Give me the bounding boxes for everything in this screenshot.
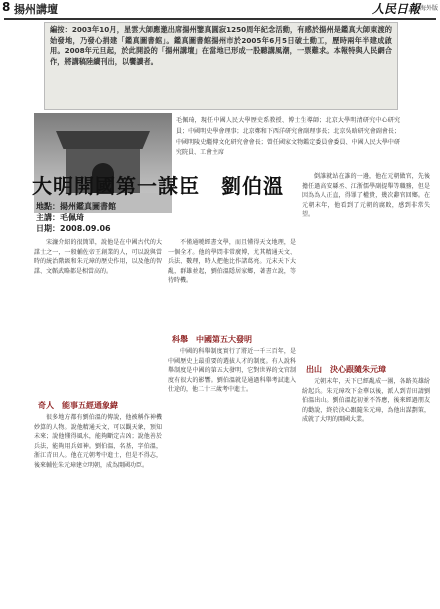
page-number: 8 — [2, 0, 11, 14]
subheading-1: 奇人 能事五經通象緯 — [38, 401, 118, 410]
speaker-value: 毛佩琦 — [60, 213, 84, 222]
body-column-2 — [168, 238, 296, 286]
body-paragraph: 元朝末年，天下已經亂成一團，各路英雄紛紛起兵。朱元璋攻下金華以後，派人到青田請劉伯溫出山。劉伯溫起初並不答應，後來經過朋友的勸說，終於決心跟隨朱元璋，為他出謀劃策，成就了大明的開國大業。 — [302, 378, 430, 424]
date-value: 2008.09.06 — [60, 224, 111, 233]
subheading-3: 出山 決心跟隨朱元璋 — [306, 365, 386, 374]
speaker-row — [36, 212, 84, 223]
body-column-1 — [34, 238, 162, 276]
date-label: 日期： — [36, 224, 60, 233]
place-label: 地點： — [36, 202, 60, 211]
body-column-1-lower — [34, 413, 162, 471]
body-column-3 — [302, 172, 430, 220]
photo-roof — [56, 131, 150, 149]
editor-note-text: 編按：2003年10月，星雲大師應邀出席揚州鑒真圓寂1250周年紀念活動，有感於揚州是鑑真大師東渡的始發地，乃發心捐建「鑑真圖書館」。鑑真圖書館揚州市於2005年6月5日破土動工，歷時兩年半建成啟用。2008年元旦起，於此開設的「揚州講壇」在當地已形成一股聽講風潮，一票難求。本報特與人民網合作，將講稿陸續刊出，以饗讀者。 — [50, 25, 392, 66]
publication-edition: 海外版 — [419, 5, 438, 12]
speaker-bio: 毛佩琦，現任中國人民大學歷史系教授、博士生導師；北京大學明清研究中心研究員；中國明史學會理事；北京鄭和下西洋研究會副理事長；北京吳晗研究會副會長；中國明陵史繼傳文化研究會會長；曾任國家文物鑑定委員會委員、中國人民大學中研究院員、工會主席 — [176, 117, 400, 157]
body-paragraph: 不僅通曉經書文學，而且懂得天文地理，是一個全才。他的學問非常廣博，尤其精通天文、兵法、數理，時人把他比作諸葛亮。元末天下大亂，群雄並起，劉伯溫隱居家鄉，著書立說，等待時機。 — [168, 239, 296, 285]
place-row — [36, 201, 116, 212]
body-paragraph: 倒誰就站在誰的一邊，他在元朝做官，先後擔任過高安縣丞、江浙儒學副提舉等職務，但是因為為人正直，得罪了權貴，幾次辭官回鄉。在元朝末年，他看到了元朝的腐敗，感到非常失望。 — [302, 173, 430, 219]
subheading-2: 科舉 中國第五大發明 — [172, 335, 252, 344]
place-value: 揚州鑑真圖書館 — [60, 202, 116, 211]
speaker-label: 主講： — [36, 213, 60, 222]
publication-logo: 人民日報 — [371, 2, 420, 16]
body-paragraph: 很多地方都有劉伯溫的傳說，他被稱作神機妙算的人物。說他精通天文，可以觀天象，預知未來；說他懂得風水，能夠斷定吉凶；說他善於兵法，能夠用兵如神。劉伯溫，名基，字伯溫，浙江青田人。他在元朝考中進士，但是不得志，後來輔佐朱元璋建立明朝，成為開國功臣。 — [34, 414, 162, 469]
body-column-2-lower — [168, 347, 296, 395]
body-paragraph: 宋濂介紹的很簡單，說他是在中國古代的大謀士之一，一般輔佐帝王創業的人，可以說與當時的統治階級和朱元璋的歷史作用，以及他的智謀、文韜武略都是相當高的。 — [34, 239, 162, 275]
body-paragraph: 中國的科舉制度實行了將近一千三百年，是中國歷史上最重要的選拔人才的制度。有人說科舉制度是中國的第五大發明，它對世界的文官制度有很大的影響。劉伯溫就是通過科舉考試進入仕途的，他二十三歲考中進士。 — [168, 348, 296, 394]
article-title: 大明開國第一謀臣 劉伯溫 — [32, 174, 284, 198]
body-column-3-lower — [302, 377, 430, 425]
date-row — [36, 223, 111, 234]
section-name: 揚州講壇 — [14, 3, 58, 16]
